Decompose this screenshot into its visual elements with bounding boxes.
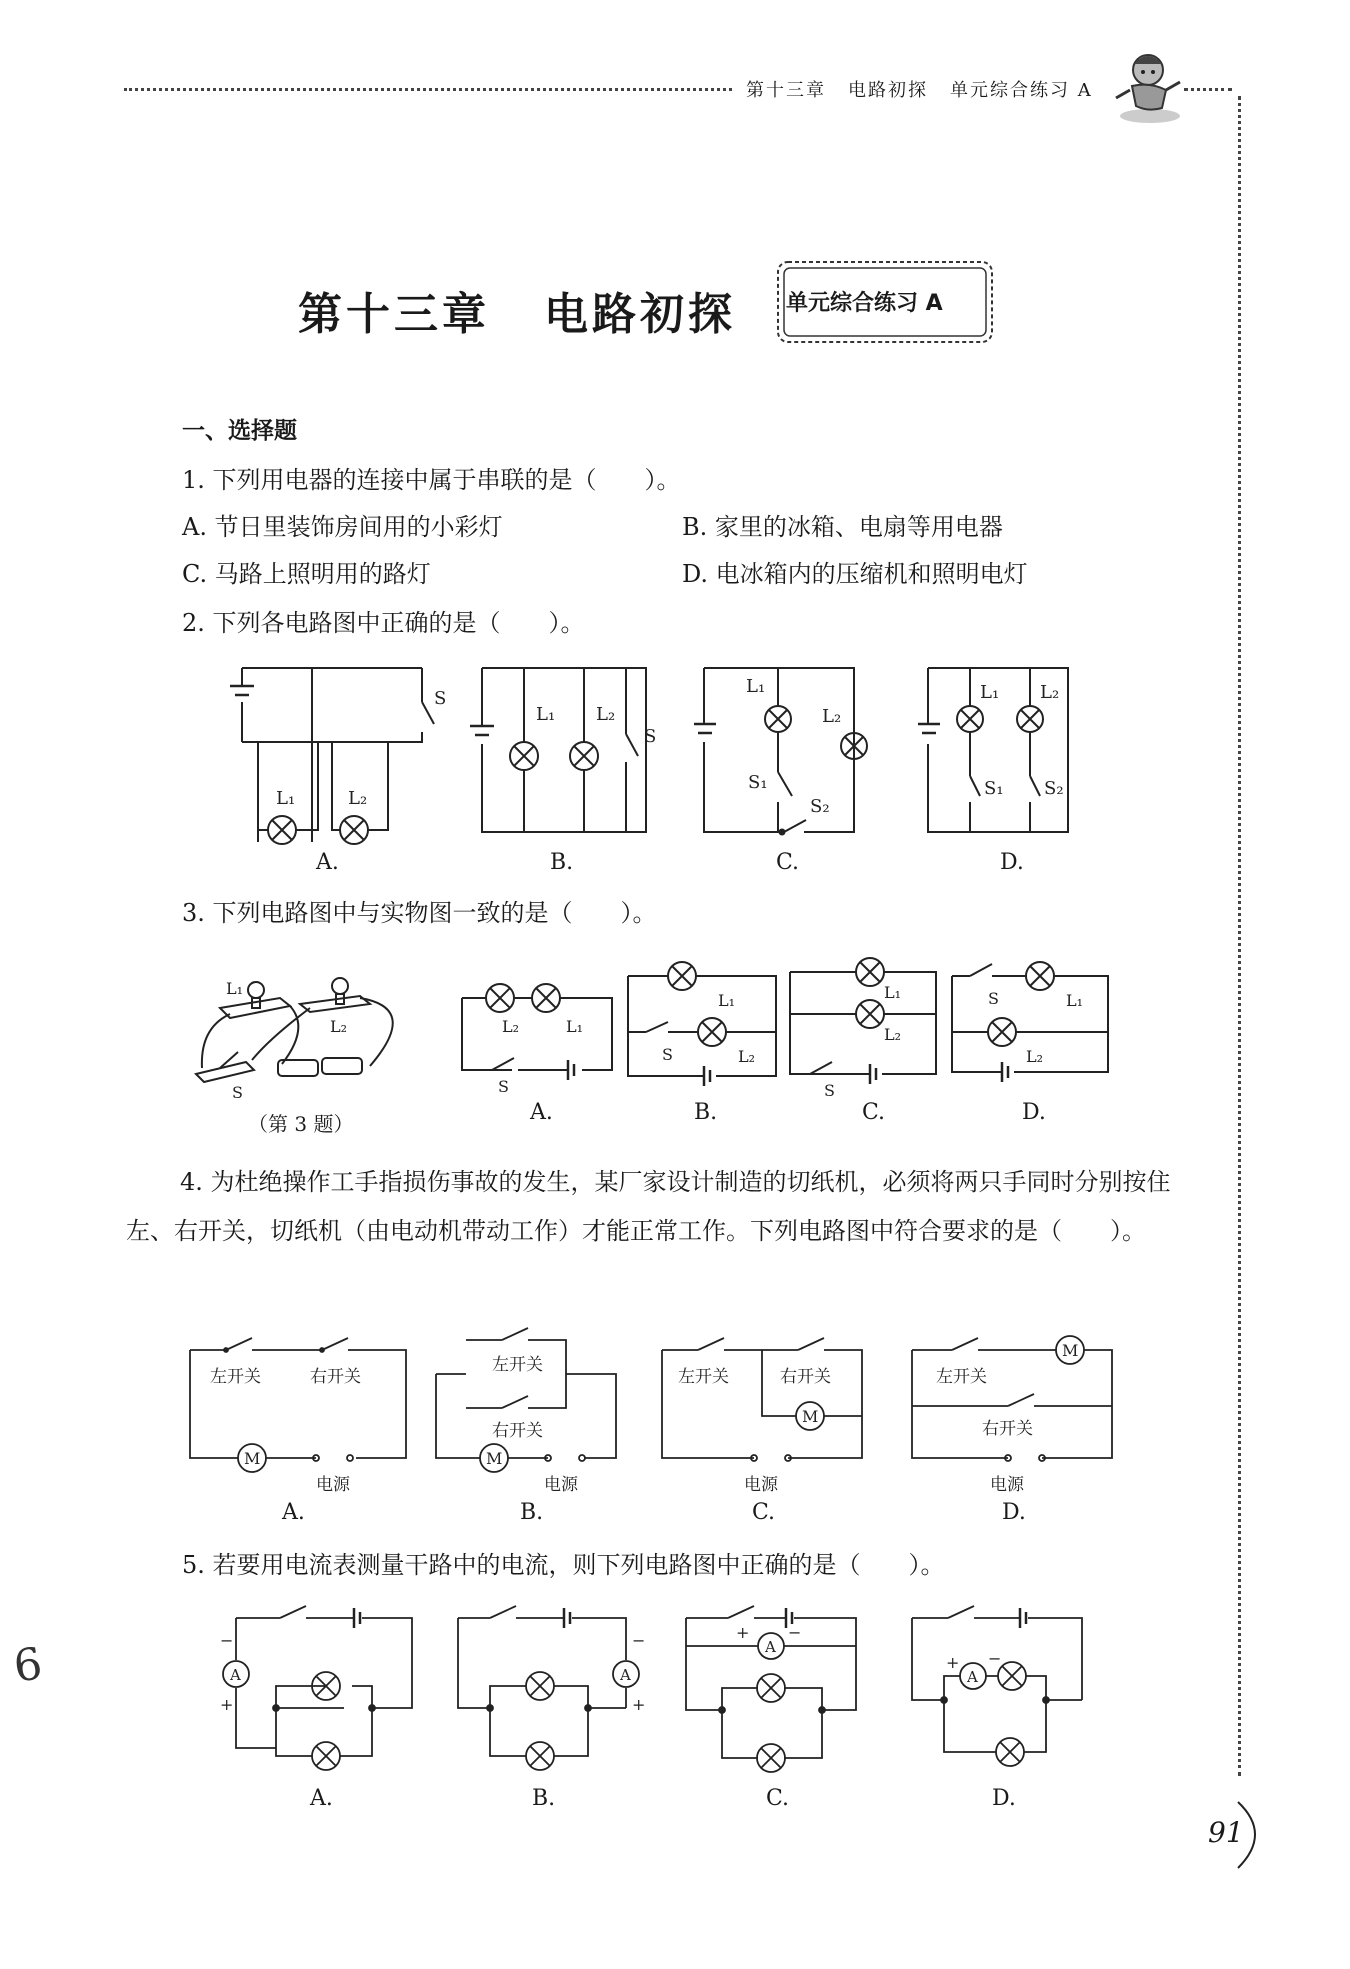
q2d-s2-label: S₂ <box>1044 778 1064 799</box>
running-head <box>746 76 1115 102</box>
q4-label-d: D. <box>1002 1500 1026 1525</box>
q3b-l1-label: L₁ <box>718 991 736 1010</box>
q2-label-a: A. <box>316 850 339 875</box>
q5-circuit-d <box>908 1606 1088 1796</box>
q2-label-b: B. <box>550 850 574 875</box>
q5b-plus: + <box>632 1695 646 1714</box>
q5c-ammeter-label: A <box>765 1638 776 1656</box>
q2d-l2-label: L₂ <box>1040 682 1060 703</box>
q5d-minus: − <box>988 1649 1002 1668</box>
q2c-l1-label: L₁ <box>746 676 766 697</box>
q5a-minus: − <box>220 1631 234 1650</box>
q1-option-d: D. 电冰箱内的压缩机和照明电灯 <box>682 560 1028 588</box>
q5-label-a: A. <box>310 1786 333 1811</box>
q2d-l1-label: L₁ <box>980 682 1000 703</box>
mascot-icon <box>1110 46 1190 126</box>
q3c-l2-label: L₂ <box>884 1025 902 1044</box>
q2-circuit-c <box>694 662 874 842</box>
q4-label-b: B. <box>520 1500 544 1525</box>
q3-phys-l1-label: L₁ <box>226 979 244 998</box>
q5d-ammeter-label: A <box>967 1668 978 1686</box>
q2-label-d: D. <box>1000 850 1024 875</box>
q3-stem: 3. 下列电路图中与实物图一致的是（ ）。 <box>182 899 657 927</box>
q4d-left-label: 左开关 <box>936 1367 987 1387</box>
q3c-l1-label: L₁ <box>884 983 902 1002</box>
q4d-motor-label: M <box>1062 1341 1079 1360</box>
margin-mark: 6 <box>10 1638 46 1693</box>
q3-label-d: D. <box>1022 1100 1046 1125</box>
q5b-ammeter-label: A <box>620 1666 631 1684</box>
q3a-l1-label: L₁ <box>566 1017 584 1036</box>
q3c-s-label: S <box>824 1081 835 1100</box>
header-rule-right <box>1184 88 1232 91</box>
running-head-section: 单元综合练习 A <box>950 80 1093 101</box>
q4-label-c: C. <box>752 1500 776 1525</box>
q5a-ammeter-label: A <box>230 1666 241 1684</box>
q4a-motor-label: M <box>244 1449 261 1468</box>
q4-circuit-a <box>190 1336 410 1495</box>
q3b-l2-label: L₂ <box>738 1047 756 1066</box>
q3b-s-label: S <box>662 1045 673 1064</box>
header-rule-left <box>124 88 732 91</box>
page-title <box>298 278 736 342</box>
q1-option-c: C. 马路上照明用的路灯 <box>182 560 431 588</box>
q3-phys-l2-label: L₂ <box>330 1017 348 1036</box>
q3d-l1-label: L₁ <box>1066 991 1084 1010</box>
q4d-power-label: 电源 <box>990 1475 1024 1495</box>
q2-circuit-a <box>222 662 452 842</box>
q3-label-c: C. <box>862 1100 886 1125</box>
q2b-l2-label: L₂ <box>596 704 616 725</box>
q5-stem: 5. 若要用电流表测量干路中的电流，则下列电路图中正确的是（ ）。 <box>182 1551 945 1579</box>
q4b-right-label: 右开关 <box>492 1421 543 1441</box>
q3-label-a: A. <box>530 1100 553 1125</box>
q3-phys-s-label: S <box>232 1083 243 1102</box>
q3-label-b: B. <box>694 1100 718 1125</box>
page-margin-rule <box>1238 96 1241 1776</box>
q5c-minus: − <box>788 1623 802 1642</box>
q3-figure-caption: （第 3 题） <box>248 1112 354 1136</box>
q5-circuit-a <box>216 1606 416 1796</box>
q4a-power-label: 电源 <box>316 1475 350 1495</box>
q2a-l1-label: L₁ <box>276 788 296 809</box>
q2-circuit-d <box>918 662 1088 842</box>
q3a-l2-label: L₂ <box>502 1017 520 1036</box>
q3-circuit-c <box>790 958 940 1100</box>
q2c-s2-label: S₂ <box>810 796 830 817</box>
q4b-power-label: 电源 <box>544 1475 578 1495</box>
q4-label-a: A. <box>282 1500 305 1525</box>
q3a-s-label: S <box>498 1077 509 1096</box>
q5c-plus: + <box>736 1623 750 1642</box>
q3d-l2-label: L₂ <box>1026 1047 1044 1066</box>
q4-circuit-d <box>912 1336 1122 1495</box>
q4-stem: 4. 为杜绝操作工手指损伤事故的发生，某厂家设计制造的切纸机，必须将两只手同时分别按住左、右开关，切纸机（由电动机带动工作）才能正常工作。下列电路图中符合要求的是（ ）。 <box>126 1168 1171 1245</box>
q5b-minus: − <box>632 1631 646 1650</box>
q3d-s-label: S <box>988 989 999 1008</box>
q4b-motor-label: M <box>486 1449 503 1468</box>
q4c-left-label: 左开关 <box>678 1367 729 1387</box>
q5d-plus: + <box>946 1653 960 1672</box>
q1-stem: 1. 下列用电器的连接中属于串联的是（ ）。 <box>182 466 681 494</box>
running-head-topic: 电路初探 <box>848 80 928 101</box>
title-chapter: 第十三章 <box>298 289 490 340</box>
q5-circuit-c <box>684 1602 864 1802</box>
title-badge: 单元综合练习 A <box>786 291 943 316</box>
q3-circuit-b <box>628 962 778 1092</box>
section-heading: 一、选择题 <box>182 418 297 444</box>
page-number: 91 <box>1208 1816 1244 1849</box>
q4a-right-label: 右开关 <box>310 1367 361 1387</box>
q1-option-b: B. 家里的冰箱、电扇等用电器 <box>682 513 1003 541</box>
q3-physical-figure <box>190 968 420 1102</box>
q2b-l1-label: L₁ <box>536 704 556 725</box>
q2-stem: 2. 下列各电路图中正确的是（ ）。 <box>182 609 585 637</box>
q4c-right-label: 右开关 <box>780 1367 831 1387</box>
running-head-chapter: 第十三章 <box>746 80 826 101</box>
q5-circuit-b <box>454 1606 654 1796</box>
q5a-plus: + <box>220 1695 234 1714</box>
q3-circuit-a <box>462 982 622 1096</box>
q3-circuit-d <box>952 962 1112 1082</box>
q4-circuit-c <box>662 1336 872 1495</box>
q2c-l2-label: L₂ <box>822 706 842 727</box>
q2-circuit-b <box>466 662 666 842</box>
q2c-s1-label: S₁ <box>748 772 768 793</box>
q4b-left-label: 左开关 <box>492 1355 543 1375</box>
q2b-s-label: S <box>644 726 657 747</box>
title-topic: 电路初探 <box>544 289 736 340</box>
q4-circuit-b <box>436 1318 626 1495</box>
q5-label-c: C. <box>766 1786 790 1811</box>
q2-label-c: C. <box>776 850 800 875</box>
q4c-power-label: 电源 <box>744 1475 778 1495</box>
q2d-s1-label: S₁ <box>984 778 1004 799</box>
q1-option-a: A. 节日里装饰房间用的小彩灯 <box>182 513 503 541</box>
q4c-motor-label: M <box>802 1407 819 1426</box>
q5-label-d: D. <box>992 1786 1016 1811</box>
q4a-left-label: 左开关 <box>210 1367 261 1387</box>
q2a-s-label: S <box>434 688 447 709</box>
q4d-right-label: 右开关 <box>982 1419 1033 1439</box>
q5-label-b: B. <box>532 1786 556 1811</box>
q2a-l2-label: L₂ <box>348 788 368 809</box>
